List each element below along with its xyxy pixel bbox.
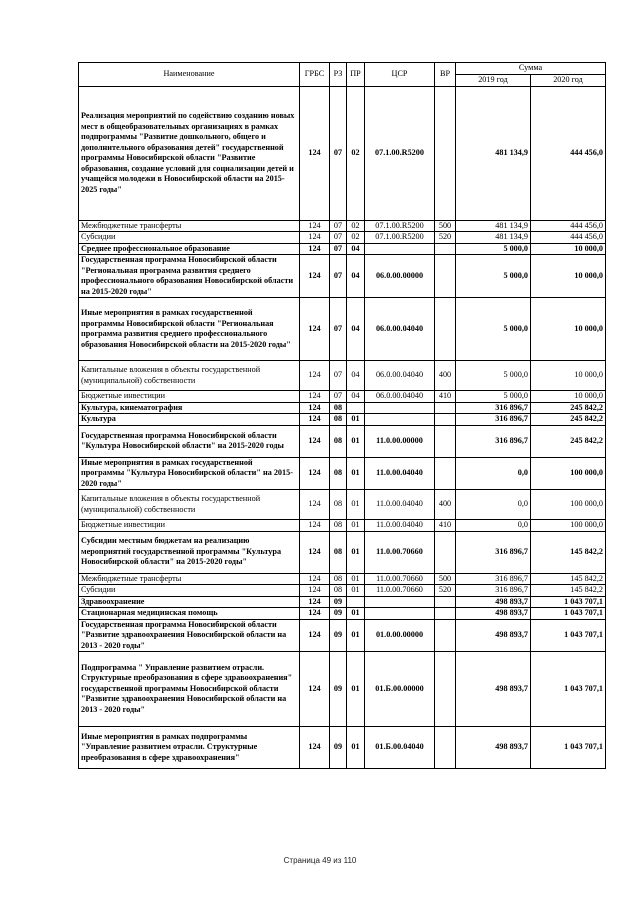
header-name: Наименование (79, 63, 300, 87)
table-cell-grbs: 124 (300, 727, 330, 769)
table-cell-pr: 02 (347, 220, 365, 232)
table-cell-name: Межбюджетные трансферты (79, 573, 300, 585)
table-cell-csr: 11.0.00.70660 (365, 573, 435, 585)
table-cell-grbs: 124 (300, 425, 330, 457)
table-cell-vr (435, 425, 456, 457)
table-cell-sum-2019: 498 893,7 (456, 652, 531, 727)
page-footer: Страница 49 из 110 (283, 856, 357, 865)
table-cell-sum-2019: 498 893,7 (456, 596, 531, 608)
table-cell-sum-2019: 5 000,0 (456, 255, 531, 298)
table-cell-rz: 09 (330, 619, 347, 652)
table-cell-csr: 06.0.00.04040 (365, 391, 435, 403)
table-cell-csr: 06.0.00.04040 (365, 298, 435, 361)
table-cell-name: Подпрограмма " Управление развитием отрасли. Структурные преобразования в сфере здравоохранения" государственной программы Новосибирской области "Развитие здравоохранения Новосибирской области на 2013 - 2020 годы" (79, 652, 300, 727)
table-cell-sum-2020: 1 043 707,1 (531, 596, 606, 608)
table-cell-sum-2019: 498 893,7 (456, 727, 531, 769)
table-cell-sum-2020: 1 043 707,1 (531, 652, 606, 727)
budget-table-page (78, 62, 605, 769)
table-cell-csr: 11.0.00.70660 (365, 585, 435, 597)
table-cell-csr (365, 414, 435, 426)
table-cell-rz: 08 (330, 414, 347, 426)
header-year-2020: 2020 год (531, 75, 606, 87)
table-cell-sum-2020: 10 000,0 (531, 298, 606, 361)
table-cell-vr (435, 652, 456, 727)
table-cell-name: Культура, кинематография (79, 402, 300, 414)
table-cell-name: Государственная программа Новосибирской области "Региональная программа развития среднего профессионального образования Новосибирской области на 2015-2020 годы" (79, 255, 300, 298)
table-cell-vr (435, 457, 456, 490)
table-row (79, 490, 606, 520)
table-cell-csr: 01.0.00.00000 (365, 619, 435, 652)
table-row (79, 361, 606, 391)
table-cell-vr: 520 (435, 585, 456, 597)
table-row (79, 220, 606, 232)
table-cell-vr (435, 608, 456, 620)
table-cell-csr: 07.1.00.R5200 (365, 86, 435, 220)
table-cell-rz: 08 (330, 520, 347, 532)
table-cell-sum-2019: 5 000,0 (456, 243, 531, 255)
table-cell-vr (435, 596, 456, 608)
table-cell-sum-2019: 0,0 (456, 490, 531, 520)
table-cell-csr: 01.Б.00.04040 (365, 727, 435, 769)
table-cell-pr: 01 (347, 520, 365, 532)
table-cell-csr: 06.0.00.04040 (365, 361, 435, 391)
table-cell-name: Субсидии местным бюджетам на реализацию мероприятий государственной программы "Культура Новосибирской области" на 2015-2020 годы" (79, 531, 300, 573)
table-cell-rz: 09 (330, 652, 347, 727)
table-cell-sum-2020: 145 842,2 (531, 531, 606, 573)
table-cell-name: Государственная программа Новосибирской области "Развитие здравоохранения Новосибирской области на 2013 - 2020 годы" (79, 619, 300, 652)
table-cell-name: Иные мероприятия в рамках государственной программы "Культура Новосибирской области" на 2015-2020 годы" (79, 457, 300, 490)
header-grbs: ГРБС (300, 63, 330, 87)
table-cell-vr: 500 (435, 573, 456, 585)
table-cell-csr: 06.0.00.00000 (365, 255, 435, 298)
table-cell-pr: 02 (347, 86, 365, 220)
table-cell-csr: 11.0.00.04040 (365, 490, 435, 520)
table-cell-sum-2020: 100 000,0 (531, 490, 606, 520)
table-cell-name: Бюджетные инвестиции (79, 391, 300, 403)
table-cell-grbs: 124 (300, 652, 330, 727)
table-cell-vr (435, 402, 456, 414)
table-row (79, 243, 606, 255)
table-cell-rz: 07 (330, 298, 347, 361)
table-cell-name: Капитальные вложения в объекты государственной (муниципальной) собственности (79, 361, 300, 391)
header-pr: ПР (347, 63, 365, 87)
table-cell-sum-2020: 1 043 707,1 (531, 608, 606, 620)
table-cell-sum-2019: 0,0 (456, 457, 531, 490)
table-cell-grbs: 124 (300, 402, 330, 414)
table-cell-pr: 01 (347, 414, 365, 426)
table-cell-rz: 07 (330, 391, 347, 403)
table-cell-vr (435, 86, 456, 220)
table-cell-vr (435, 619, 456, 652)
table-cell-sum-2019: 5 000,0 (456, 361, 531, 391)
table-cell-sum-2019: 5 000,0 (456, 391, 531, 403)
table-cell-csr (365, 596, 435, 608)
table-cell-rz: 08 (330, 457, 347, 490)
table-cell-sum-2019: 481 134,9 (456, 86, 531, 220)
table-cell-pr: 01 (347, 608, 365, 620)
table-cell-csr: 11.0.00.04040 (365, 457, 435, 490)
table-row (79, 520, 606, 532)
table-row (79, 727, 606, 769)
table-cell-csr: 11.0.00.70660 (365, 531, 435, 573)
table-cell-rz: 07 (330, 243, 347, 255)
table-cell-grbs: 124 (300, 361, 330, 391)
table-cell-grbs: 124 (300, 585, 330, 597)
table-cell-name: Стационарная медицинская помощь (79, 608, 300, 620)
table-cell-rz: 07 (330, 220, 347, 232)
table-body (79, 86, 606, 769)
table-cell-sum-2019: 0,0 (456, 520, 531, 532)
table-cell-pr: 04 (347, 391, 365, 403)
table-row (79, 457, 606, 490)
table-cell-name: Иные мероприятия в рамках подпрограммы "Управление развитием отрасли. Структурные преобразования в сфере здравоохранения" (79, 727, 300, 769)
table-cell-sum-2020: 10 000,0 (531, 391, 606, 403)
table-cell-sum-2020: 145 842,2 (531, 573, 606, 585)
table-cell-csr (365, 402, 435, 414)
table-cell-grbs: 124 (300, 520, 330, 532)
table-cell-sum-2019: 316 896,7 (456, 402, 531, 414)
table-row (79, 255, 606, 298)
table-cell-rz: 07 (330, 86, 347, 220)
budget-table (78, 62, 606, 769)
table-cell-sum-2019: 316 896,7 (456, 425, 531, 457)
table-cell-pr: 04 (347, 243, 365, 255)
table-row (79, 619, 606, 652)
table-cell-sum-2020: 10 000,0 (531, 361, 606, 391)
table-cell-grbs: 124 (300, 220, 330, 232)
table-cell-name: Реализация мероприятий по содействию созданию новых мест в общеобразовательных организациях в рамках подпрограммы "Развитие дошкольного, общего и дополнительного образования детей" государственной программы Новосибирской области "Развитие образования, создание условий для социализации детей и учащейся молодежи в Новосибирской области на 2015-2025 годы" (79, 86, 300, 220)
table-cell-name: Государственная программа Новосибирской области "Культура Новосибирской области" на 2015-2020 годы (79, 425, 300, 457)
table-cell-csr: 01.Б.00.00000 (365, 652, 435, 727)
table-cell-sum-2020: 245 842,2 (531, 402, 606, 414)
table-row (79, 414, 606, 426)
table-cell-pr (347, 596, 365, 608)
table-cell-rz: 09 (330, 608, 347, 620)
table-cell-vr (435, 531, 456, 573)
table-cell-rz: 08 (330, 531, 347, 573)
table-row (79, 608, 606, 620)
table-cell-pr: 01 (347, 619, 365, 652)
table-cell-vr: 520 (435, 232, 456, 244)
table-cell-sum-2019: 316 896,7 (456, 585, 531, 597)
table-row (79, 652, 606, 727)
table-row (79, 391, 606, 403)
table-row (79, 402, 606, 414)
table-row (79, 232, 606, 244)
table-cell-rz: 09 (330, 727, 347, 769)
table-cell-name: Бюджетные инвестиции (79, 520, 300, 532)
table-cell-grbs: 124 (300, 232, 330, 244)
header-sum: Сумма (456, 63, 606, 75)
table-cell-csr (365, 608, 435, 620)
table-cell-pr: 04 (347, 298, 365, 361)
table-row (79, 425, 606, 457)
table-cell-sum-2019: 5 000,0 (456, 298, 531, 361)
table-cell-sum-2019: 498 893,7 (456, 608, 531, 620)
table-cell-grbs: 124 (300, 531, 330, 573)
table-cell-vr (435, 243, 456, 255)
table-cell-csr: 11.0.00.00000 (365, 425, 435, 457)
table-cell-name: Межбюджетные трансферты (79, 220, 300, 232)
table-cell-vr: 410 (435, 391, 456, 403)
table-cell-grbs: 124 (300, 243, 330, 255)
table-cell-rz: 08 (330, 573, 347, 585)
table-cell-sum-2019: 316 896,7 (456, 573, 531, 585)
table-cell-grbs: 124 (300, 490, 330, 520)
table-cell-name: Капитальные вложения в объекты государственной (муниципальной) собственности (79, 490, 300, 520)
table-cell-grbs: 124 (300, 457, 330, 490)
table-cell-rz: 09 (330, 596, 347, 608)
table-cell-pr (347, 402, 365, 414)
table-cell-sum-2019: 316 896,7 (456, 414, 531, 426)
table-cell-name: Культура (79, 414, 300, 426)
table-cell-rz: 08 (330, 490, 347, 520)
table-cell-name: Среднее профессиональное образование (79, 243, 300, 255)
table-cell-vr (435, 414, 456, 426)
table-cell-sum-2020: 1 043 707,1 (531, 619, 606, 652)
table-cell-vr (435, 255, 456, 298)
table-cell-pr: 01 (347, 490, 365, 520)
table-cell-csr (365, 243, 435, 255)
table-cell-sum-2020: 444 456,0 (531, 232, 606, 244)
table-row (79, 86, 606, 220)
table-cell-sum-2020: 444 456,0 (531, 220, 606, 232)
table-cell-rz: 08 (330, 402, 347, 414)
table-cell-sum-2020: 10 000,0 (531, 255, 606, 298)
header-year-2019: 2019 год (456, 75, 531, 87)
table-cell-name: Иные мероприятия в рамках государственной программы Новосибирской области "Региональная программа развития среднего профессионального образования Новосибирской области на 2015-2020 годы" (79, 298, 300, 361)
table-cell-csr: 07.1.00.R5200 (365, 220, 435, 232)
table-cell-sum-2020: 1 043 707,1 (531, 727, 606, 769)
table-cell-sum-2020: 10 000,0 (531, 243, 606, 255)
table-cell-vr: 500 (435, 220, 456, 232)
table-cell-grbs: 124 (300, 573, 330, 585)
table-cell-sum-2020: 145 842,2 (531, 585, 606, 597)
header-csr: ЦСР (365, 63, 435, 87)
header-vr: ВР (435, 63, 456, 87)
table-cell-vr (435, 727, 456, 769)
table-cell-rz: 07 (330, 255, 347, 298)
table-cell-pr: 01 (347, 457, 365, 490)
table-cell-grbs: 124 (300, 255, 330, 298)
table-cell-csr: 11.0.00.04040 (365, 520, 435, 532)
table-cell-grbs: 124 (300, 298, 330, 361)
table-cell-grbs: 124 (300, 619, 330, 652)
table-cell-rz: 08 (330, 585, 347, 597)
table-cell-name: Субсидии (79, 232, 300, 244)
table-row (79, 585, 606, 597)
table-cell-sum-2020: 245 842,2 (531, 425, 606, 457)
table-cell-name: Здравоохранение (79, 596, 300, 608)
table-cell-pr: 01 (347, 652, 365, 727)
table-cell-rz: 08 (330, 425, 347, 457)
table-cell-grbs: 124 (300, 391, 330, 403)
table-cell-sum-2020: 100 000,0 (531, 520, 606, 532)
table-cell-grbs: 124 (300, 608, 330, 620)
table-cell-sum-2019: 316 896,7 (456, 531, 531, 573)
table-cell-pr: 04 (347, 255, 365, 298)
table-cell-sum-2020: 245 842,2 (531, 414, 606, 426)
table-cell-pr: 01 (347, 531, 365, 573)
table-cell-grbs: 124 (300, 414, 330, 426)
table-cell-pr: 02 (347, 232, 365, 244)
table-cell-sum-2019: 481 134,9 (456, 220, 531, 232)
table-cell-pr: 01 (347, 727, 365, 769)
table-cell-rz: 07 (330, 361, 347, 391)
table-cell-vr: 400 (435, 490, 456, 520)
table-cell-sum-2020: 100 000,0 (531, 457, 606, 490)
table-row (79, 298, 606, 361)
table-cell-pr: 01 (347, 573, 365, 585)
table-cell-pr: 01 (347, 585, 365, 597)
table-row (79, 531, 606, 573)
table-cell-vr: 400 (435, 361, 456, 391)
table-row (79, 596, 606, 608)
header-rz: РЗ (330, 63, 347, 87)
table-cell-sum-2019: 481 134,9 (456, 232, 531, 244)
table-cell-pr: 01 (347, 425, 365, 457)
table-cell-vr: 410 (435, 520, 456, 532)
table-cell-vr (435, 298, 456, 361)
table-cell-grbs: 124 (300, 86, 330, 220)
table-cell-csr: 07.1.00.R5200 (365, 232, 435, 244)
table-cell-sum-2020: 444 456,0 (531, 86, 606, 220)
table-cell-name: Субсидии (79, 585, 300, 597)
table-cell-sum-2019: 498 893,7 (456, 619, 531, 652)
table-cell-grbs: 124 (300, 596, 330, 608)
table-row (79, 573, 606, 585)
table-cell-pr: 04 (347, 361, 365, 391)
table-cell-rz: 07 (330, 232, 347, 244)
